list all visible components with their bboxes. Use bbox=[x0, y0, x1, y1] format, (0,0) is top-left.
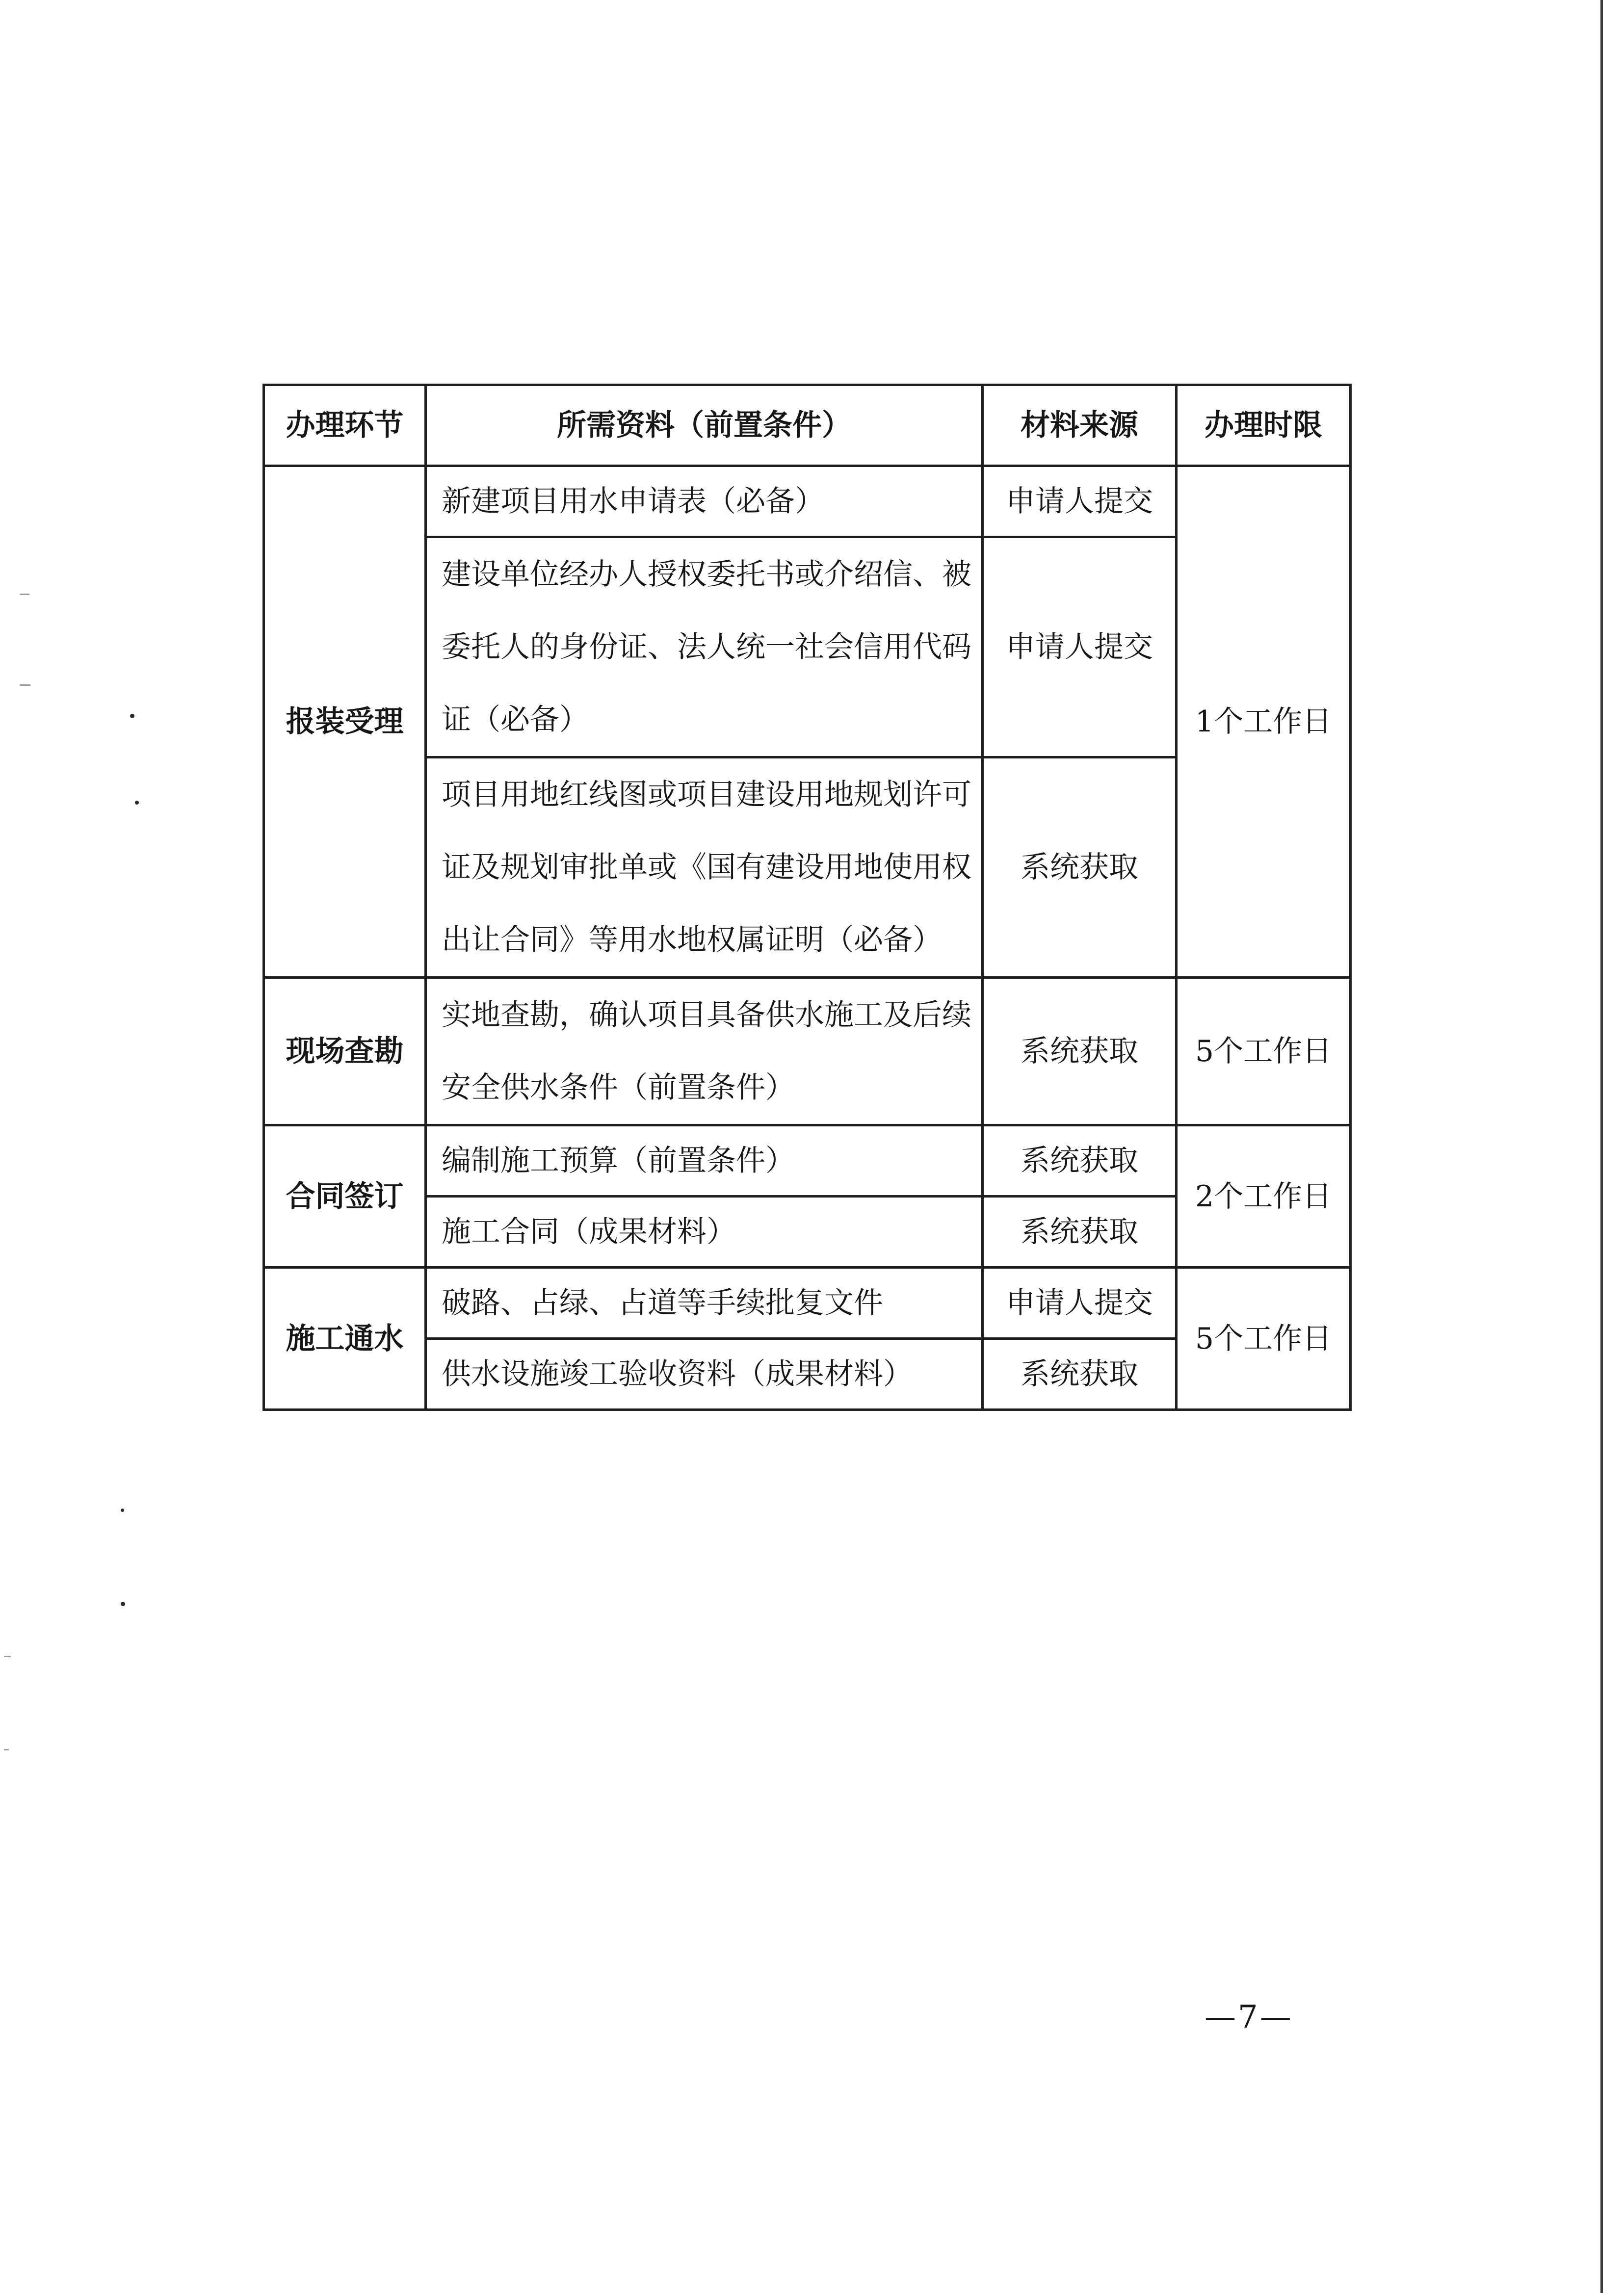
material-cell: 实地查勘，确认项目具备供水施工及后续安全供水条件（前置条件） bbox=[426, 978, 983, 1125]
source-cell: 系统获取 bbox=[983, 978, 1177, 1125]
header-time-limit: 办理时限 bbox=[1177, 385, 1351, 466]
scan-dot bbox=[121, 1602, 125, 1606]
scan-dot bbox=[130, 714, 134, 718]
scan-dash bbox=[20, 684, 30, 686]
page-number: —7— bbox=[1205, 1999, 1293, 2035]
source-cell: 系统获取 bbox=[983, 1339, 1177, 1410]
source-cell: 系统获取 bbox=[983, 1197, 1177, 1268]
source-cell: 系统获取 bbox=[983, 757, 1177, 978]
time-limit-cell: 2个工作日 bbox=[1177, 1125, 1351, 1268]
scan-dash bbox=[4, 1749, 9, 1750]
scan-dot bbox=[135, 801, 139, 805]
source-cell: 申请人提交 bbox=[983, 537, 1177, 757]
table-header-row bbox=[264, 385, 1351, 466]
scan-dash bbox=[4, 1656, 11, 1657]
time-limit-cell: 5个工作日 bbox=[1177, 1268, 1351, 1410]
scan-dot bbox=[121, 1509, 124, 1512]
material-cell: 项目用地红线图或项目建设用地规划许可证及规划审批单或《国有建设用地使用权出让合同》等用水地权属证明（必备） bbox=[426, 757, 983, 978]
table-row bbox=[264, 1268, 1351, 1339]
time-limit-cell: 1个工作日 bbox=[1177, 466, 1351, 978]
table-row bbox=[264, 466, 1351, 537]
source-cell: 申请人提交 bbox=[983, 1268, 1177, 1339]
material-cell: 编制施工预算（前置条件） bbox=[426, 1125, 983, 1197]
scan-edge-line bbox=[1600, 0, 1603, 2293]
scan-dash bbox=[20, 594, 29, 595]
material-cell: 供水设施竣工验收资料（成果材料） bbox=[426, 1339, 983, 1410]
material-cell: 破路、占绿、占道等手续批复文件 bbox=[426, 1268, 983, 1339]
header-stage: 办理环节 bbox=[264, 385, 426, 466]
material-cell: 施工合同（成果材料） bbox=[426, 1197, 983, 1268]
source-cell: 系统获取 bbox=[983, 1125, 1177, 1197]
stage-cell: 报装受理 bbox=[264, 466, 426, 978]
header-materials: 所需资料（前置条件） bbox=[426, 385, 983, 466]
source-cell: 申请人提交 bbox=[983, 466, 1177, 537]
procedure-table bbox=[262, 384, 1352, 1411]
table-row bbox=[264, 1125, 1351, 1197]
header-source: 材料来源 bbox=[983, 385, 1177, 466]
material-cell: 建设单位经办人授权委托书或介绍信、被委托人的身份证、法人统一社会信用代码证（必备） bbox=[426, 537, 983, 757]
time-limit-cell: 5个工作日 bbox=[1177, 978, 1351, 1125]
stage-cell: 施工通水 bbox=[264, 1268, 426, 1410]
table-row bbox=[264, 978, 1351, 1125]
stage-cell: 现场查勘 bbox=[264, 978, 426, 1125]
material-cell: 新建项目用水申请表（必备） bbox=[426, 466, 983, 537]
stage-cell: 合同签订 bbox=[264, 1125, 426, 1268]
